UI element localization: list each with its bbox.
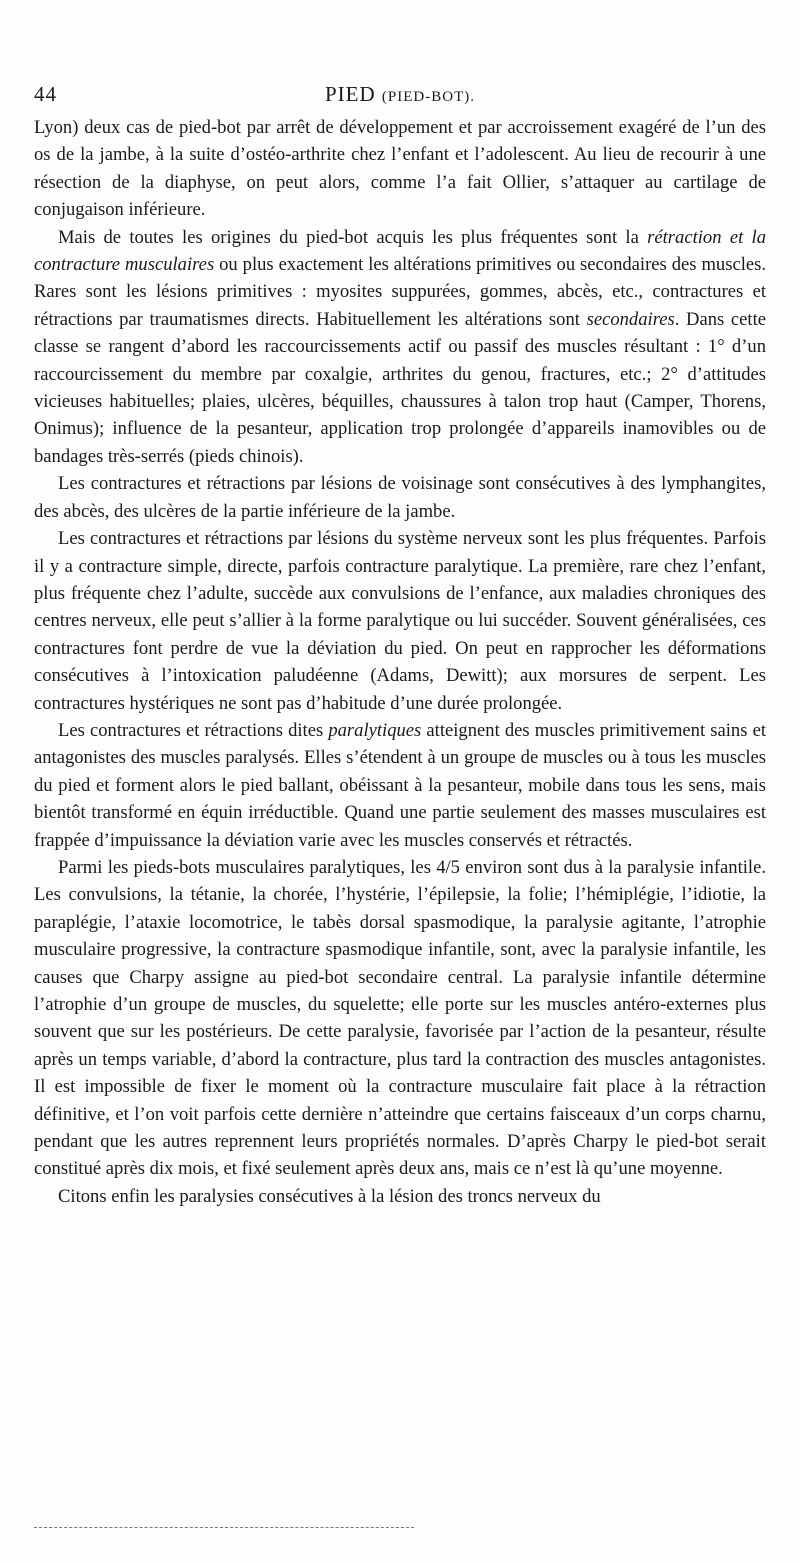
- paragraph-nervous-system: Les contractures et rétractions par lésions du système nerveux sont les plus fréquentes. Parfois il y a contracture simple, directe, parfois contracture paralytique. La première, rare chez l’enfant, plus fréquente chez l’adulte, succède aux convulsions de l’enfance, aux maladies chroniques des centres nerveux, elle peut s’allier à la forme paralytique ou lui succéder. Souvent généralisées, ces contractures font perdre de vue la déviation du pied. On peut en rapprocher les déformations consécutives à l’intoxication paludéenne (Adams, Dewitt); aux morsures de serpent. Les contractures hystériques ne sont pas d’habitude d’une durée prolongée.: [34, 528, 766, 714]
- text-run: . Dans cette classe se rangent d’abord les raccourcissements actif ou passif des muscles résultant : 1° d’un raccourcissement du membre par coxalgie, arthrites du genou, fractures, etc.; 2° d’attitudes vicieuses habituelles; plaies, ulcères, béquilles, chaussures à talon trop haut (Camper, Thorens, Onimus); influence de la pesanteur, application trop prolongée d’appareils inamovibles ou de bandages très-serrés (pieds chinois).: [34, 308, 767, 467]
- running-head: [34, 82, 766, 107]
- paragraph-paralytic: [34, 717, 766, 854]
- text-run: Mais de toutes les origines du pied-bot acquis les plus fréquentes sont la: [58, 226, 648, 248]
- text-run: Les contractures et rétractions dites: [58, 719, 329, 741]
- running-head-subtitle: (PIED-BOT).: [381, 89, 475, 105]
- footer-rule: [34, 1527, 414, 1528]
- paragraph-neighboring-lesions: Les contractures et rétractions par lésions de voisinage sont consécutives à des lymphangites, des abcès, des ulcères de la partie inférieure de la jambe.: [34, 473, 766, 522]
- paragraph-muscular-origins: [34, 224, 766, 471]
- page-number: 44: [34, 82, 57, 106]
- document-page: [34, 74, 766, 1210]
- italic-term: paralytiques: [328, 719, 422, 741]
- page-header: [34, 74, 766, 114]
- running-head-title: PIED: [325, 82, 376, 106]
- paragraph-continuation: Lyon) deux cas de pied-bot par arrêt de développement et par accroissement exagéré de l’un des os de la jambe, à la suite d’ostéo-arthrite chez l’enfant et l’adolescent. Au lieu de recourir à une résection de la diaphyse, on peut alors, comme l’a fait Ollier, s’attaquer au cartilage de conjugaison inférieure.: [34, 117, 766, 221]
- text-run: ou plus exactement les altérations primitives ou secondaires des muscles. Rares sont les lésions primitives : myosites suppurées, gommes, abcès, etc., contractures et rétractions par traumatismes directs. Habituellement les altérations sont: [34, 254, 767, 330]
- paragraph-infantile-paralysis: Parmi les pieds-bots musculaires paralytiques, les 4/5 environ sont dus à la paralysie infantile. Les convulsions, la tétanie, la chorée, l’hystérie, l’épilepsie, la folie; l’hémiplégie, l’idiotie, la paraplégie, l’ataxie locomotrice, le tabès dorsal spasmodique, la paralysie agitante, l’atrophie musculaire progressive, la contracture spasmodique infantile, sont, avec la paralysie infantile, les causes que Charpy assigne au pied-bot secondaire central. La paralysie infantile détermine l’atrophie d’un groupe de muscles, du squelette; elle porte sur les muscles antéro-externes plus souvent que sur les postérieurs. De cette paralysie, favorisée par l’action de la pesanteur, résulte après un temps variable, d’abord la contracture, plus tard la contraction des muscles antagonistes. Il est impossible de fixer le moment où la contracture musculaire fait place à la rétraction définitive, et l’on voit parfois cette dernière n’atteindre que certains faisceaux d’un corps charnu, pendant que les autres reprennent leurs propriétés normales. D’après Charpy le pied-bot serait constitué après dix mois, et fixé seulement après deux ans, mais ce n’est là qu’une moyenne.: [34, 856, 766, 1180]
- italic-term: secondaires: [586, 308, 675, 330]
- italic-term: rétraction et la contracture musculaires: [34, 226, 767, 276]
- paragraph-nerve-trunks: Citons enfin les paralysies consécutives à la lésion des troncs nerveux du: [58, 1185, 601, 1207]
- text-run: atteignent des muscles primitivement sains et antagonistes des muscles paralysés. Elles s’étendent à un groupe de muscles ou à tous les muscles du pied et forment alors le pied ballant, obéissant à la pesanteur, mobile dans tous les sens, mais bientôt transformé en équin irréductible. Quand une partie seulement des masses musculaires est frappée d’impuissance la déviation varie avec les muscles conservés et rétractés.: [34, 719, 766, 851]
- body-text: [34, 114, 766, 1210]
